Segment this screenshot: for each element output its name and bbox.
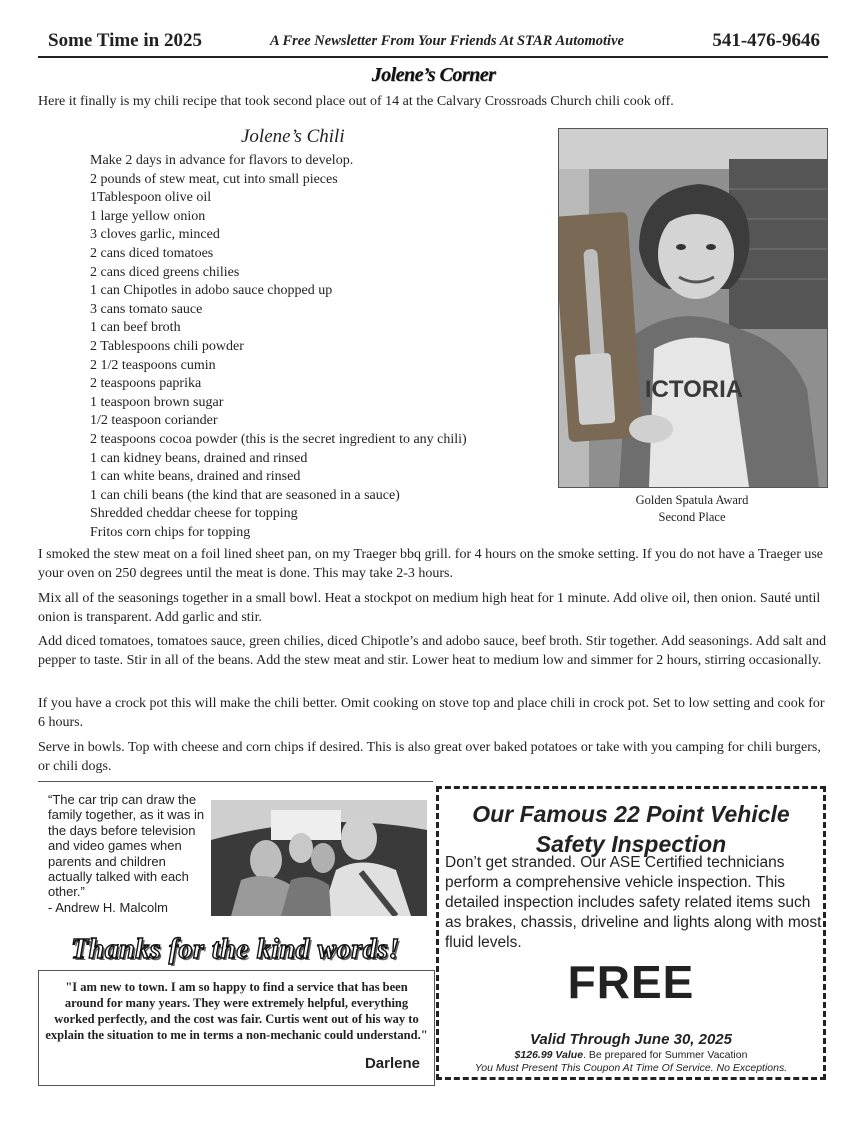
ingredient-item: 2 cans diced greens chilies [90, 264, 240, 280]
coupon-title-line-2: Safety Inspection [535, 831, 727, 857]
phone-number: 541-476-9646 [712, 30, 820, 51]
family-car-photo [211, 800, 427, 916]
photo-illustration [559, 129, 827, 487]
ingredient-item: 2 teaspoons paprika [90, 376, 202, 392]
photo-caption [558, 492, 826, 526]
ingredient-item: 2 pounds of stew meat, cut into small pieces [90, 171, 338, 187]
coupon-offer: FREE [567, 956, 695, 1008]
ingredient-item: 1 can kidney beans, drained and rinsed [90, 450, 308, 466]
quote-text: “The car trip can draw the family together, as it was in the days before television and video games when parents and children actually talked with each other.” [48, 792, 205, 900]
recipe-step: If you have a crock pot this will make the chili better. Omit cooking on stove top and place chili in crock pot. Set to low setting and cook for 6 hours. [38, 696, 825, 730]
testimonial-signature: Darlene [364, 1055, 420, 1072]
coupon-description: Don’t get stranded. Our ASE Certified technicians perform a comprehensive vehicle inspection. This detailed inspection includes safety related items such as brakes, chassis, driveline and lights along with most fluid levels. [445, 854, 822, 951]
ingredient-item: 2 cans diced tomatoes [90, 245, 214, 261]
inspection-coupon [436, 786, 826, 1080]
ingredient-item: 2 teaspoons cocoa powder (this is the secret ingredient to any chili) [90, 431, 467, 447]
coupon-fine-print: You Must Present This Coupon At Time Of Service. No Exceptions. [474, 1062, 788, 1074]
ingredient-item: 1Tablespoon olive oil [90, 190, 212, 206]
ingredient-item: 1 teaspoon brown sugar [90, 394, 224, 410]
recipe-step: Serve in bowls. Top with cheese and corn chips if desired. This is also great over baked potatoes or take with you camping for chili burgers, or chili dogs. [38, 740, 821, 774]
coupon-value: $126.99 Value [514, 1049, 584, 1061]
ingredient-item: 1 can white beans, drained and rinsed [90, 469, 301, 485]
ingredient-item: 1 can beef broth [90, 320, 181, 336]
testimonial-text: "I am new to town. I am so happy to find a service that has been around for many years. They were extremely helpful, everything worked perfectly, and the cost was fair. Curtis went out of his way to explain the situation to me in terms a non-mechanic could understand." [45, 980, 428, 1042]
ingredient-item: 1 large yellow onion [90, 208, 206, 224]
header-divider [38, 56, 828, 58]
car-photo-illustration [211, 800, 427, 916]
newsletter-tagline: A Free Newsletter From Your Friends At STAR Automotive [270, 33, 624, 49]
svg-text:ICTORIA: ICTORIA [644, 376, 744, 403]
coupon-title [439, 799, 823, 859]
thanks-heading: Thanks for the kind words! [71, 934, 400, 965]
quote-panel [38, 781, 433, 918]
caption-place: Second Place [658, 510, 726, 524]
ingredient-item: 3 cloves garlic, minced [90, 227, 220, 243]
coupon-valid-date: Valid Through June 30, 2025 [529, 1031, 732, 1048]
recipe-title: Jolene’s Chili [241, 126, 345, 147]
caption-award: Golden Spatula Award [635, 493, 749, 507]
recipe-step: Mix all of the seasonings together in a small bowl. Heat a stockpot on medium high heat for 1 minute. Add olive oil, then onion. Sauté until onion is transparent. Add garlic and stir. [38, 591, 821, 625]
ingredient-item: 2 1/2 teaspoons cumin [90, 357, 216, 373]
ingredient-item: 3 cans tomato sauce [90, 301, 203, 317]
newsletter-header [38, 28, 828, 58]
coupon-value-line [439, 1049, 823, 1061]
quote [48, 792, 208, 915]
ingredient-item: 1 can chili beans (the kind that are seasoned in a sauce) [90, 487, 400, 503]
ingredient-item: Make 2 days in advance for flavors to develop. [90, 153, 354, 168]
issue-date: Some Time in 2025 [48, 30, 202, 51]
recipe-step: Add diced tomatoes, tomatoes sauce, green chilies, diced Chipotle’s and adobo sauce, beef broth. Stir together. Add seasonings. Add salt and pepper to taste. Stir in all of the beans. Add the stew meat and stir. Lower heat to medium low and simmer for 2 hours, stirring occasionally. [38, 634, 827, 668]
recipe-step: I smoked the stew meat on a foil lined sheet pan, on my Traeger bbq grill. for 4 hours on the smoke setting. If you do not have a Traeger use your oven on 250 degrees until the meat is done. This may take 2-3 hours. [38, 547, 824, 581]
ingredient-item: 1 can Chipotles in adobo sauce chopped up [90, 283, 333, 299]
testimonial-box [38, 970, 435, 1086]
ingredient-list [90, 152, 467, 542]
coupon-value-note: . Be prepared for Summer Vacation [583, 1049, 748, 1061]
ingredient-item: 2 Tablespoons chili powder [90, 338, 244, 354]
jolene-award-photo [558, 128, 828, 488]
intro-text: Here it finally is my chili recipe that took second place out of 14 at the Calvary Crossroads Church chili cook off. [38, 94, 674, 109]
quote-author: - Andrew H. Malcolm [48, 899, 168, 915]
ingredient-item: 1/2 teaspoon coriander [90, 413, 218, 429]
ingredient-item: Fritos corn chips for topping [90, 524, 251, 540]
coupon-title-line-1: Our Famous 22 Point Vehicle [472, 801, 790, 827]
ingredient-item: Shredded cheddar cheese for topping [90, 506, 298, 522]
section-title: Jolene’s Corner [371, 64, 496, 86]
